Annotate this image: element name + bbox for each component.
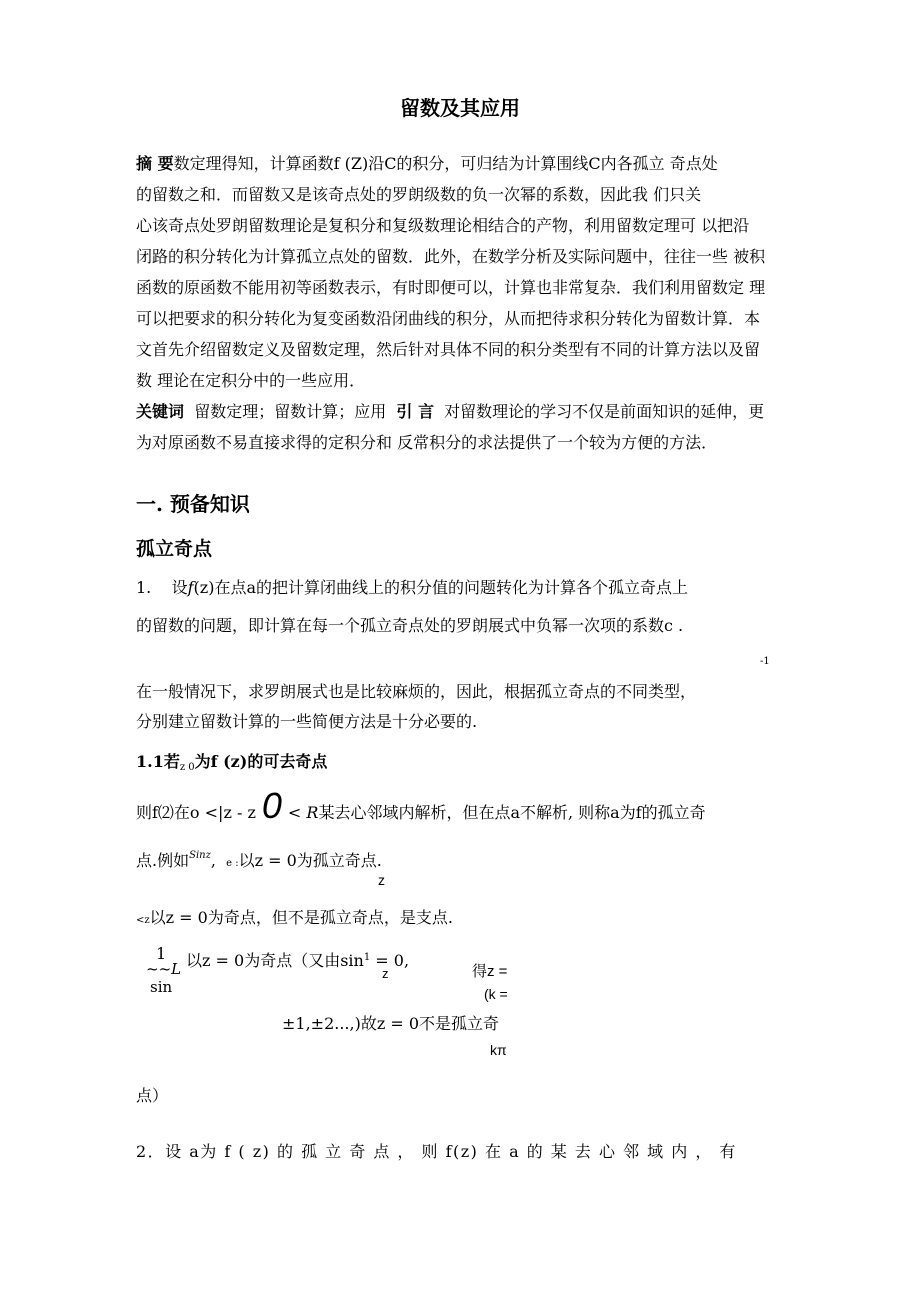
essential-singularity-line: 以z = 0为奇点（又由$\sin^1 = 0$,: [186, 951, 410, 970]
definition-line: 则f⑵在o <|z - z 0 < R某去心邻域内解析，但在点a不解析, 则称a为f的孤立奇: [136, 785, 706, 826]
abstract-label: 摘 要: [136, 154, 174, 173]
superscript-minus-one: -1: [760, 656, 770, 667]
abstract-line-7: 文首先介绍留数定义及留数定理，然后针对具体不同的积分类型有不同的计算方法以及留: [136, 340, 761, 359]
abstract: [136, 148, 796, 396]
abstract-line-6: 可以把要求的积分转化为复变函数沿闭曲线的积分，从而把待求积分转化为留数计算．本: [136, 309, 761, 328]
example-line: 点.例如$^{Sinz}$, e :以z = 0为孤立奇点.: [136, 850, 382, 870]
item-1-line-1: 1. 设f(z)在点a的把计算闭曲线上的积分值的问题转化为计算各个孤立奇点上: [136, 578, 689, 597]
item-2-line: 2．设 a为 f ( z) 的 孤 立 奇 点 ， 则 f(z) 在 a 的 某 去 心 邻 域 内 ， 有: [136, 1142, 737, 1161]
right-text-2: (k =: [484, 986, 508, 1002]
fraction-middle: ~~L: [146, 960, 182, 978]
page-title: 留数及其应用: [400, 96, 520, 120]
zero-symbol: 0: [261, 785, 282, 826]
item-1-line-2: 的留数的问题，即计算在每一个孤立奇点处的罗朗展式中负幂一次项的系数c .: [136, 616, 684, 635]
abstract-line-2: 的留数之和．而留数又是该奇点处的罗朗级数的负一次幂的系数，因此我 们只关: [136, 185, 702, 204]
intro-label: 引 言: [396, 402, 434, 421]
subsection-heading: 孤立奇点: [136, 538, 213, 560]
subsection-1-1-heading: 1.1若z 0为f (z)的可去奇点: [136, 752, 328, 773]
example-denominator-z: z: [378, 872, 385, 888]
keywords: [136, 396, 796, 458]
k-pi: kπ: [490, 1042, 507, 1058]
closing-line: 点）: [136, 1086, 169, 1105]
right-text-1: 得z =: [472, 963, 508, 980]
fraction-denominator: sin: [150, 978, 173, 996]
fraction-numerator: 1: [156, 944, 167, 963]
abstract-line-8: 数 理论在定积分中的一些应用．: [136, 371, 366, 390]
sin-argument-z: z: [382, 966, 389, 981]
abstract-line-4: 闭路的积分转化为计算孤立点处的留数．此外，在数学分析及实际问题中，往往一些 被积: [136, 247, 766, 266]
item-1-line-4: 分别建立留数计算的一些简便方法是十分必要的.: [136, 712, 478, 731]
abstract-line-1: 摘 要数定理得知，计算函数f (Z)沿C的积分，可归结为计算围线C内各孤立 奇点处: [136, 154, 718, 173]
branch-point-line: <z以z = 0为奇点，但不是孤立奇点，是支点.: [136, 908, 453, 927]
abstract-line-5: 函数的原函数不能用初等函数表示，有时即便可以，计算也非常复杂．我们利用留数定 理: [136, 278, 766, 297]
not-isolated-line: ±1,±2...,)故z = 0不是孤立奇: [282, 1014, 500, 1033]
abstract-line-3: 心该奇点处罗朗留数理论是复积分和复级数理论相结合的产物，利用留数定理可 以把沿: [136, 216, 750, 235]
keywords-label: 关键词: [136, 402, 185, 421]
section-heading: 一. 预备知识: [136, 492, 250, 516]
keywords-line-1: 关键词 留数定理；留数计算；应用 引 言 对留数理论的学习不仅是前面知识的延伸，更: [136, 402, 765, 421]
item-1-line-3: 在一般情况下，求罗朗展式也是比较麻烦的，因此，根据孤立奇点的不同类型，: [136, 682, 697, 701]
keywords-line-2: 为对原函数不易直接求得的定积分和 反常积分的求法提供了一个较为方便的方法．: [136, 433, 718, 452]
